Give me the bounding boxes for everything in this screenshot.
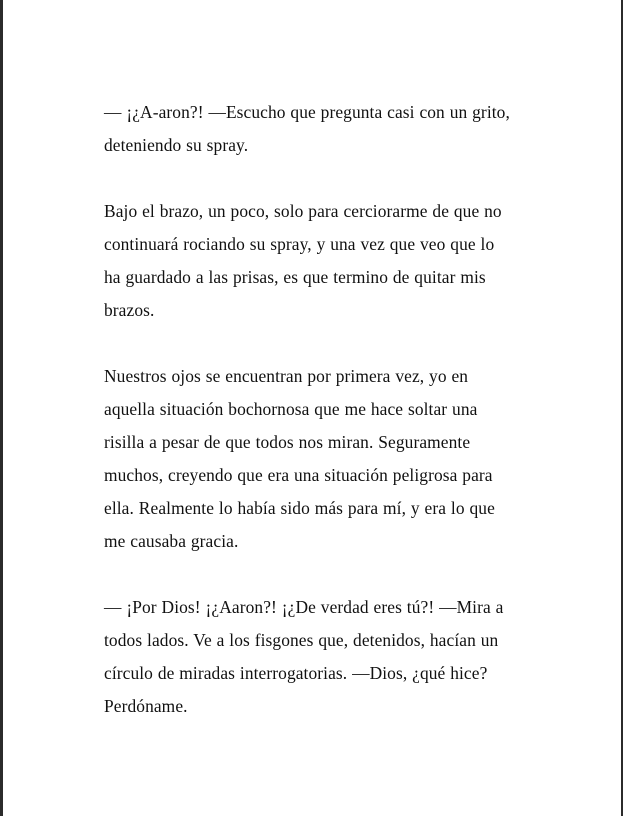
page-right-edge-border [621,0,623,816]
body-paragraph: — ¡Por Dios! ¡¿Aaron?! ¡¿De verdad eres tú?! —Mira a todos lados. Ve a los fisgones que, detenidos, hacían un círculo de miradas interrogatorias. —Dios, ¿qué hice? Perdóname. [104,597,504,716]
body-paragraph: Nuestros ojos se encuentran por primera vez, yo en aquella situación bochornosa que me hace soltar una risilla a pesar de que todos nos miran. Seguramente muchos, creyendo que era una situación peligrosa para ella. Realmente lo había sido más para mí, y era lo que me causaba gracia. [104,366,495,551]
body-paragraph: — ¡¿A-aron?! —Escucho que pregunta casi con un grito, deteniendo su spray. [104,102,510,155]
page-left-edge-border [0,0,3,816]
document-text-column [104,96,514,723]
body-paragraph: Bajo el brazo, un poco, solo para cerciorarme de que no continuará rociando su spray, y una vez que veo que lo ha guardado a las prisas, es que termino de quitar mis brazos. [104,201,502,320]
